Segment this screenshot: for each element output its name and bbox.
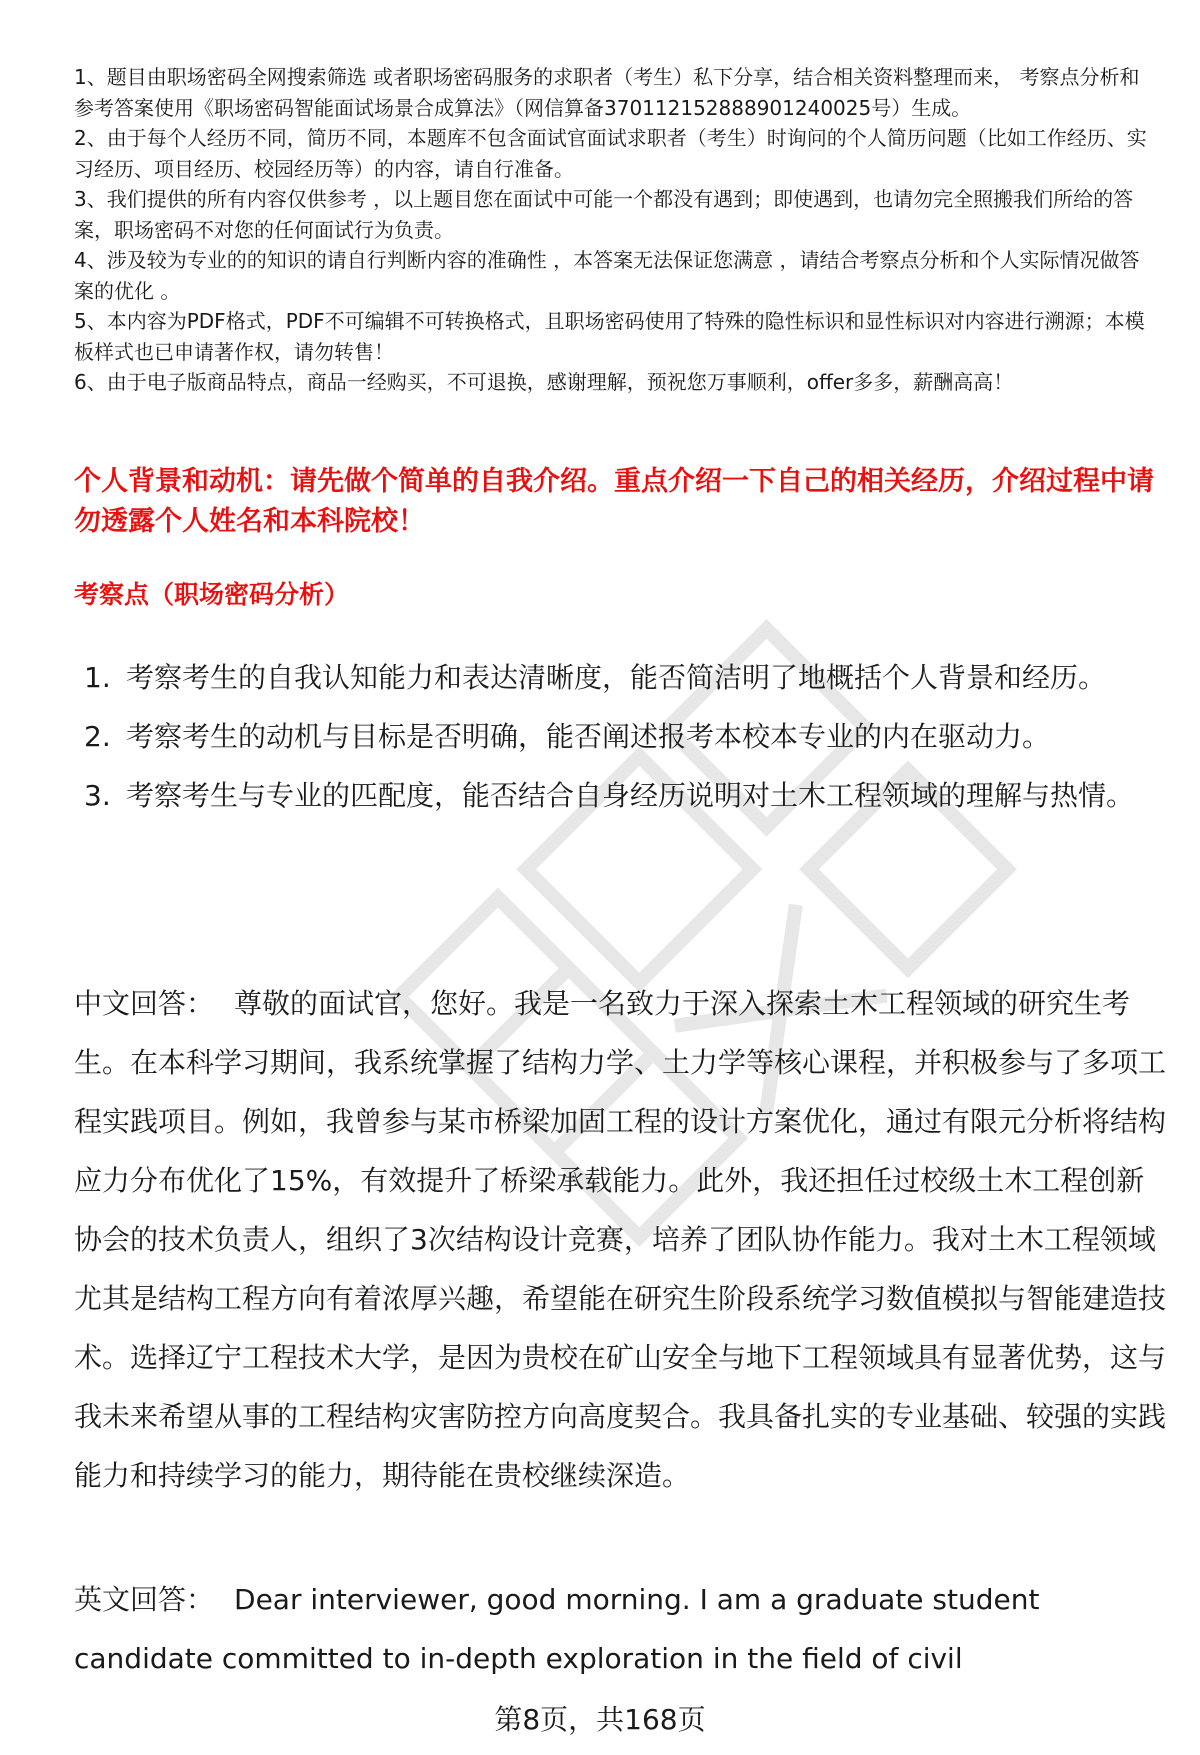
disclaimer-item: 3、我们提供的所有内容仅供参考 ，以上题目您在面试中可能一个都没有遇到；即使遇到，也请勿完全照搬我们所给的答案，职场密码不对您的任何面试行为负责。 [74, 187, 1134, 242]
point-text: 考察考生的动机与目标是否明确，能否阐述报考本校本专业的内在驱动力。 [126, 720, 1051, 753]
disclaimer-item: 5、本内容为PDF格式，PDF不可编辑不可转换格式，且职场密码使用了特殊的隐性标识和显性标识对内容进行溯源；本模板样式也已申请著作权，请勿转售！ [74, 309, 1145, 364]
analysis-points-list [84, 648, 1164, 825]
disclaimer-list [74, 62, 1154, 398]
english-answer [74, 1570, 1094, 1688]
english-answer-label: 英文回答： [74, 1583, 215, 1616]
point-text: 考察考生与专业的匹配度，能否结合自身经历说明对土木工程领域的理解与热情。 [126, 779, 1135, 812]
point-text: 考察考生的自我认知能力和表达清晰度，能否简洁明了地概括个人背景和经历。 [126, 661, 1107, 694]
point-number: 2. [84, 720, 111, 753]
chinese-answer-label: 中文回答： [74, 987, 215, 1020]
disclaimer-item: 1、题目由职场密码全网搜索筛选 或者职场密码服务的求职者（考生）私下分享，结合相关资料整理而来， 考察点分析和参考答案使用《职场密码智能面试场景合成算法》（网信算备370112152888901240025号）生成。 [74, 65, 1140, 120]
analysis-point [84, 766, 1164, 825]
page-number-footer: 第8页，共168页 [494, 1703, 706, 1736]
disclaimer-item: 2、由于每个人经历不同，简历不同，本题库不包含面试官面试求职者（考生）时询问的个人简历问题（比如工作经历、实习经历、项目经历、校园经历等）的内容，请自行准备。 [74, 126, 1147, 181]
disclaimer-item: 6、由于电子版商品特点，商品一经购买，不可退换，感谢理解，预祝您万事顺利，offer多多，薪酬高高！ [74, 370, 1014, 394]
analysis-heading: 考察点（职场密码分析） [74, 580, 350, 609]
point-number: 3. [84, 779, 111, 812]
interview-question: 个人背景和动机：请先做个简单的自我介绍。重点介绍一下自己的相关经历，介绍过程中请勿透露个人姓名和本科院校！ [74, 466, 1154, 537]
analysis-point [84, 707, 1164, 766]
point-number: 1. [84, 661, 111, 694]
chinese-answer-text: 尊敬的面试官，您好。我是一名致力于深入探索土木工程领域的研究生考生。在本科学习期间，我系统掌握了结构力学、土力学等核心课程，并积极参与了多项工程实践项目。例如，我曾参与某市桥梁加固工程的设计方案优化，通过有限元分析将结构应力分布优化了15%，有效提升了桥梁承载能力。此外，我还担任过校级土木工程创新协会的技术负责人，组织了3次结构设计竞赛，培养了团队协作能力。我对土木工程领域尤其是结构工程方向有着浓厚兴趣，希望能在研究生阶段系统学习数值模拟与智能建造技术。选择辽宁工程技术大学，是因为贵校在矿山安全与地下工程领域具有显著优势，这与我未来希望从事的工程结构灾害防控方向高度契合。我具备扎实的专业基础、较强的实践能力和持续学习的能力，期待能在贵校继续深造。 [74, 987, 1167, 1492]
chinese-answer [74, 974, 1166, 1505]
english-answer-text: Dear interviewer, good morning. I am a graduate student candidate committed to in-depth exploration in the field of civil [74, 1583, 1040, 1675]
disclaimer-item: 4、涉及较为专业的的知识的请自行判断内容的准确性 ，本答案无法保证您满意 ，请结合考察点分析和个人实际情况做答案的优化 。 [74, 248, 1140, 303]
analysis-point [84, 648, 1164, 707]
